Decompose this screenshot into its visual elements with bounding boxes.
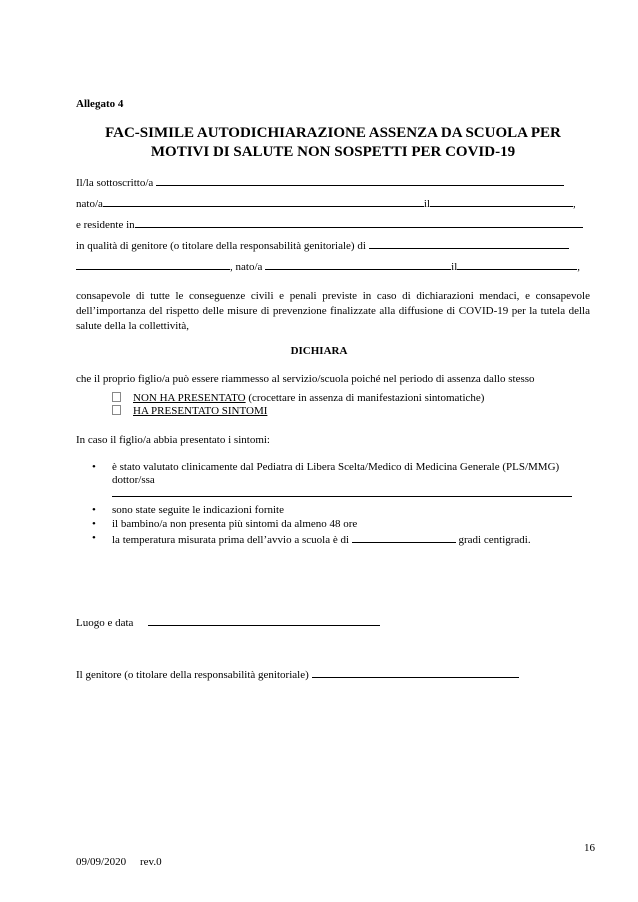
- parent-row: [76, 238, 569, 253]
- temperature-label: la temperatura misurata prima dell’avvio a scuola è di: [112, 534, 350, 546]
- option-not-presented-label: NON HA PRESENTATO: [133, 392, 246, 404]
- child-birthplace-field[interactable]: [265, 259, 451, 270]
- birthplace-field[interactable]: [103, 196, 424, 207]
- document-title-line2: MOTIVI DI SALUTE NON SOSPETTI PER COVID-19: [150, 144, 516, 160]
- footer-revision: rev.0: [140, 856, 162, 868]
- declares-heading: DICHIARA: [290, 345, 348, 357]
- option-presented-symptoms: [112, 405, 267, 418]
- page-number: 16: [584, 842, 595, 854]
- signer-row: [76, 175, 564, 190]
- child-birth-row: [76, 259, 580, 274]
- checkbox-presented-symptoms[interactable]: [112, 405, 121, 415]
- document-title-line1: FAC-SIMILE AUTODICHIARAZIONE ASSENZA DA SCUOLA PER: [105, 125, 561, 141]
- born-label: nato/a: [76, 198, 103, 210]
- parent-signature-row: [76, 667, 519, 682]
- symptoms-intro: In caso il figlio/a abbia presentato i sintomi:: [76, 434, 270, 446]
- signer-field[interactable]: [156, 175, 564, 186]
- residence-field[interactable]: [135, 217, 583, 228]
- place-date-field[interactable]: [148, 615, 380, 626]
- checkbox-not-presented[interactable]: [112, 392, 121, 402]
- birthdate-label: il: [423, 198, 431, 210]
- bullet-icon: •: [92, 532, 96, 544]
- bullet-no-symptoms: il bambino/a non presenta più sintomi da almeno 48 ore: [112, 518, 358, 530]
- child-name-field[interactable]: [369, 238, 569, 249]
- parent-signature-field[interactable]: [312, 667, 519, 678]
- child-born-label: , nato/a: [230, 261, 263, 273]
- readmission-text: che il proprio figlio/a può essere riammesso al servizio/scuola poiché nel periodo di assenza dallo stesso: [76, 373, 535, 385]
- bullet-icon: •: [92, 504, 96, 516]
- place-date-label: Luogo e data: [76, 617, 134, 629]
- bullet-evaluated-line1: è stato valutato clinicamente dal Pediatra di Libera Scelta/Medico di Medicina Generale (PLS/MMG): [112, 461, 560, 473]
- attachment-label: Allegato 4: [76, 98, 124, 110]
- birth-row: [76, 196, 576, 211]
- option-presented-symptoms-label: HA PRESENTATO SINTOMI: [133, 405, 268, 417]
- comma: ,: [577, 261, 581, 273]
- temperature-unit: gradi centigradi.: [458, 534, 531, 546]
- footer-date: 09/09/2020: [76, 856, 127, 868]
- parent-label: in qualità di genitore (o titolare della responsabilità genitoriale) di: [76, 240, 366, 252]
- signer-label: Il/la sottoscritto/a: [76, 177, 154, 189]
- doctor-name-field[interactable]: [112, 496, 572, 497]
- bullet-temperature: [112, 532, 531, 547]
- bullet-icon: •: [92, 461, 96, 473]
- temperature-field[interactable]: [352, 532, 456, 543]
- option-not-presented-detail: (crocettare in assenza di manifestazioni sintomatiche): [248, 392, 485, 404]
- place-date-row: [76, 615, 380, 630]
- bullet-icon: •: [92, 518, 96, 530]
- child-birthdate-label: il: [451, 261, 458, 273]
- option-not-presented: [112, 392, 484, 405]
- bullet-evaluated-line2: dottor/ssa: [112, 474, 155, 486]
- parent-signature-label: Il genitore (o titolare della responsabilità genitoriale): [76, 669, 309, 681]
- residence-row: [76, 217, 583, 232]
- bullet-indications: sono state seguite le indicazioni fornite: [112, 504, 284, 516]
- residence-label: e residente in: [76, 219, 135, 231]
- awareness-paragraph: consapevole di tutte le conseguenze civili e penali previste in caso di dichiarazioni mendaci, e consapevole dell’importanza del rispetto delle misure di prevenzione finalizzate alla diffusione di COVID-19 per la tutela della salute della la collettività,: [76, 290, 590, 332]
- child-birthdate-field[interactable]: [457, 259, 577, 270]
- child-name-field-continued[interactable]: [76, 259, 230, 270]
- comma: ,: [573, 198, 576, 210]
- birthdate-field[interactable]: [430, 196, 573, 207]
